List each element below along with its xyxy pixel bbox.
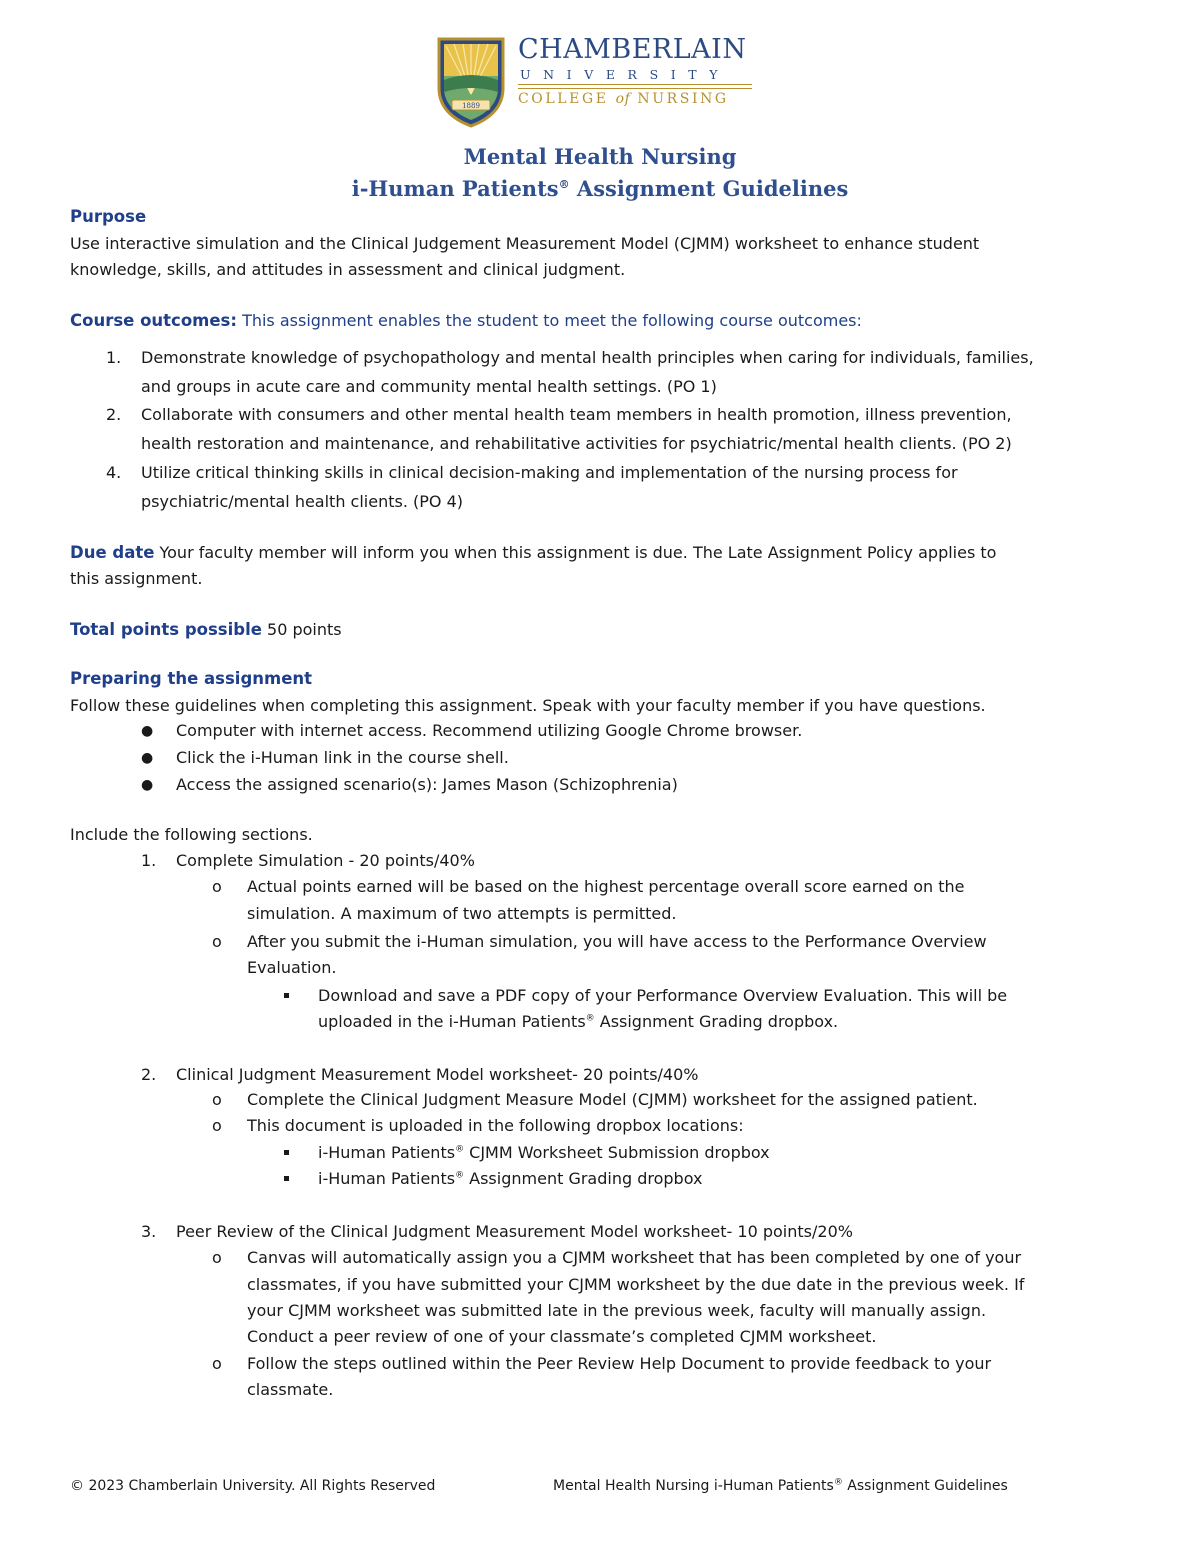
- due-date-text: Your faculty member will inform you when this assignment is due. The Late Assignment Policy applies to: [154, 543, 997, 562]
- detail-text: uploaded in the i-Human Patients: [318, 1012, 586, 1031]
- purpose-heading: Purpose: [70, 207, 147, 226]
- logo-rule: [518, 88, 752, 89]
- preparing-bullet: Access the assigned scenario(s): James Mason (Schizophrenia): [176, 775, 678, 794]
- section-title: Clinical Judgment Measurement Model worksheet- 20 points/40%: [176, 1065, 699, 1084]
- shield-crest-icon: [436, 36, 506, 128]
- course-outcomes-heading: [70, 311, 862, 331]
- registered-mark: ®: [558, 178, 570, 191]
- total-points-heading: Total points possible: [70, 620, 262, 639]
- due-date-text: this assignment.: [70, 569, 203, 588]
- registered-mark: ®: [833, 1477, 843, 1488]
- chamberlain-logo: [436, 36, 766, 132]
- section-detail: Conduct a peer review of one of your classmate’s completed CJMM worksheet.: [247, 1327, 877, 1346]
- registered-mark: ®: [455, 1144, 465, 1155]
- footer-text: Mental Health Nursing i-Human Patients: [553, 1478, 834, 1494]
- outcome-text: Utilize critical thinking skills in clinical decision-making and implementation of the nursing process for: [141, 463, 958, 482]
- bullet-icon: ●: [141, 750, 154, 766]
- outcome-text: and groups in acute care and community mental health settings. (PO 1): [141, 377, 717, 396]
- outcome-number: 4.: [106, 463, 122, 482]
- outcome-text: Collaborate with consumers and other mental health team members in health promotion, illness prevention,: [141, 405, 1012, 424]
- section-number: 2.: [141, 1065, 157, 1084]
- section-detail: classmates, if you have submitted your CJMM worksheet by the due date in the previous week. If: [247, 1275, 1025, 1294]
- sections-intro: Include the following sections.: [70, 825, 313, 844]
- detail-text: i-Human Patients: [318, 1169, 456, 1188]
- outcome-text: health restoration and maintenance, and rehabilitative activities for psychiatric/mental health clients. (PO 2): [141, 434, 1012, 453]
- purpose-text: Use interactive simulation and the Clinical Judgement Measurement Model (CJMM) worksheet to enhance student: [70, 234, 980, 253]
- footer-text: Assignment Guidelines: [842, 1478, 1008, 1494]
- detail-text: Assignment Grading dropbox.: [594, 1012, 839, 1031]
- section-detail: After you submit the i-Human simulation, you will have access to the Performance Overview: [247, 932, 987, 951]
- logo-university: UNIVERSITY: [520, 67, 731, 82]
- square-bullet-icon: [284, 993, 289, 998]
- outcome-number: 2.: [106, 405, 122, 424]
- sub-bullet-marker: o: [212, 932, 222, 951]
- logo-college-suffix: NURSING: [637, 91, 729, 107]
- square-bullet-icon: [284, 1176, 289, 1181]
- section-detail: Follow the steps outlined within the Peer Review Help Document to provide feedback to your: [247, 1354, 992, 1373]
- section-detail: Download and save a PDF copy of your Performance Overview Evaluation. This will be: [318, 986, 1008, 1005]
- section-detail: Complete the Clinical Judgment Measure Model (CJMM) worksheet for the assigned patient.: [247, 1090, 978, 1109]
- preparing-heading: Preparing the assignment: [70, 669, 313, 688]
- section-detail: simulation. A maximum of two attempts is permitted.: [247, 904, 677, 923]
- sub-bullet-marker: o: [212, 1248, 222, 1267]
- section-number: 3.: [141, 1222, 157, 1241]
- logo-rule: [518, 84, 752, 85]
- total-points-value: 50 points: [261, 620, 342, 639]
- section-detail: Actual points earned will be based on the highest percentage overall score earned on the: [247, 877, 965, 896]
- detail-text: CJMM Worksheet Submission dropbox: [464, 1143, 770, 1162]
- section-detail: [318, 1012, 838, 1032]
- logo-college-of: of: [615, 91, 631, 107]
- title-main: i-Human Patients: [351, 176, 559, 201]
- outcome-text: Demonstrate knowledge of psychopathology and mental health principles when caring for individuals, families,: [141, 348, 1034, 367]
- due-date-line: [70, 543, 996, 563]
- section-title: Complete Simulation - 20 points/40%: [176, 851, 475, 870]
- sub-bullet-marker: o: [212, 1090, 222, 1109]
- due-date-heading: Due date: [70, 543, 155, 562]
- section-detail: [318, 1143, 770, 1163]
- registered-mark: ®: [585, 1013, 595, 1024]
- total-points-line: [70, 620, 342, 640]
- sub-bullet-marker: o: [212, 1354, 222, 1373]
- doc-title-line1: Mental Health Nursing: [463, 144, 737, 169]
- section-detail: [318, 1169, 702, 1189]
- section-number: 1.: [141, 851, 157, 870]
- doc-title-line2: [0, 176, 1200, 201]
- sub-bullet-marker: o: [212, 1116, 222, 1135]
- purpose-text: knowledge, skills, and attitudes in assessment and clinical judgment.: [70, 260, 626, 279]
- sub-bullet-marker: o: [212, 877, 222, 896]
- logo-college-prefix: COLLEGE: [518, 91, 609, 107]
- title-end: Assignment Guidelines: [569, 176, 849, 201]
- registered-mark: ®: [455, 1170, 465, 1181]
- section-detail: classmate.: [247, 1380, 334, 1399]
- outcomes-label: Course outcomes:: [70, 311, 237, 330]
- detail-text: Assignment Grading dropbox: [464, 1169, 703, 1188]
- logo-college: [518, 91, 729, 107]
- detail-text: i-Human Patients: [318, 1143, 456, 1162]
- logo-name: CHAMBERLAIN: [518, 34, 747, 65]
- section-detail: Evaluation.: [247, 958, 337, 977]
- section-detail: This document is uploaded in the following dropbox locations:: [247, 1116, 744, 1135]
- section-detail: Canvas will automatically assign you a CJMM worksheet that has been completed by one of your: [247, 1248, 1022, 1267]
- logo-year: 1889: [462, 102, 480, 110]
- footer-copyright: © 2023 Chamberlain University. All Rights Reserved: [70, 1478, 436, 1494]
- preparing-intro: Follow these guidelines when completing this assignment. Speak with your faculty member if you have questions.: [70, 696, 986, 715]
- section-title: Peer Review of the Clinical Judgment Measurement Model worksheet- 10 points/20%: [176, 1222, 853, 1241]
- bullet-icon: ●: [141, 777, 154, 793]
- bullet-icon: ●: [141, 723, 154, 739]
- outcome-number: 1.: [106, 348, 122, 367]
- footer-doc-title: [553, 1478, 1008, 1494]
- outcome-text: psychiatric/mental health clients. (PO 4): [141, 492, 463, 511]
- square-bullet-icon: [284, 1150, 289, 1155]
- outcomes-intro: This assignment enables the student to meet the following course outcomes:: [236, 311, 862, 330]
- preparing-bullet: Click the i-Human link in the course shell.: [176, 748, 509, 767]
- logo-wordmark: [518, 36, 768, 126]
- preparing-bullet: Computer with internet access. Recommend utilizing Google Chrome browser.: [176, 721, 803, 740]
- section-detail: your CJMM worksheet was submitted late in the previous week, faculty will manually assign.: [247, 1301, 987, 1320]
